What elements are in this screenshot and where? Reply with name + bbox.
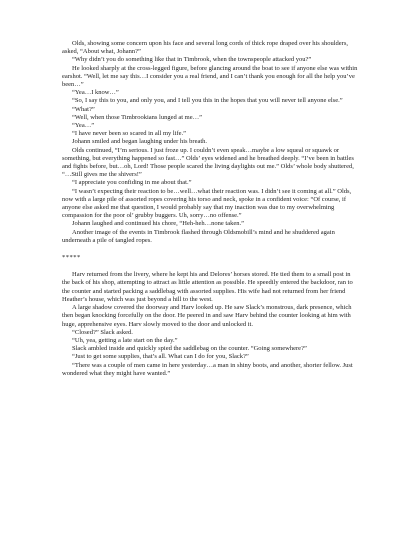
paragraph: “Yea…” xyxy=(72,122,95,130)
paragraph: Olds continued, “I’m serious. I just froze up. I couldn’t even speak…maybe a low squeal or squawk or something, but everything happened so fast…” Olds’ eyes widened and he breathed deeply. “I’ve been in battles and fights before, but…oh, Lord! Those people scared the living daylights out me.” Olds’ whole body shuttered, “…Still gives me the shivers!” xyxy=(62,146,354,179)
paragraph: Another image of the events in Timbrook flashed through Oldsmobill’s mind and he shuddered again underneath a pile of tangled ropes. xyxy=(62,228,335,244)
paragraph: “What?” xyxy=(72,105,95,113)
paragraph: Johann laughed and continued his chore, “Heh-heh…none taken.” xyxy=(72,220,245,228)
paragraph: “I appreciate you confiding in me about that.” xyxy=(72,179,192,187)
paragraph: “Why didn’t you do something like that in Timbrook, when the townspeople attacked you?” xyxy=(72,56,312,64)
paragraph: A large shadow covered the doorway and Harv looked up. He saw Slack’s monstrous, dark presence, which then began knocking forcefully on the door. He peered in and saw Harv behind the counter looking at him with huge, apprehensive eyes. Harv slowly moved to the door and unlocked it. xyxy=(62,304,352,328)
paragraph: “Uh, yea, getting a late start on the day.” xyxy=(72,336,178,344)
paragraph: He looked sharply at the cross-legged figure, before glancing around the boat to see if anyone else was within earshot. “Well, let me say this…I consider you a real friend, and I can’t thank you enough for all the help you’ve been…” xyxy=(62,64,358,89)
paragraph: “Just to get some supplies, that’s all. What can I do for you, Slack?” xyxy=(72,353,249,361)
paragraph: “I have never been so scared in all my life.” xyxy=(72,130,187,138)
paragraph: “So, I say this to you, and only you, and I tell you this in the hopes that you will never tell anyone else.” xyxy=(72,97,343,105)
section-separator: ***** xyxy=(62,254,81,262)
paragraph: “Closed?” Slack asked. xyxy=(72,328,133,336)
section-one xyxy=(62,40,360,245)
paragraph: “I wasn’t expecting their reaction to be…well…what their reaction was. I didn’t see it coming at all.” Olds, now with a large pile of assorted ropes covering his torso and neck, spoke in a confident voice: “Of course, if anyone else asked me that question, I would probably say that my inaction was due to my overwhelming compassion for the poor ol’ grubby buggers. Uh, sorry…no offense.” xyxy=(62,187,352,220)
paragraph: “There was a couple of men came in here yesterday…a man in shiny boots, and another, shorter fellow. Just wondered what they might have wanted.” xyxy=(62,361,353,377)
paragraph: “Yea…I know…” xyxy=(72,89,119,97)
paragraph: “Well, when those Timbrookians lunged at me…” xyxy=(72,113,202,121)
body-text xyxy=(62,40,360,378)
paragraph: Harv returned from the livery, where he kept his and Delores’ horses stored. He tied them to a small post in the back of his shop, attempting to attract as little attention as possible. He speedily entered the backdoor, ran to the counter and started packing a saddlebag with assorted supplies. His wife had not returned from her friend Heather’s house, which was just beyond a hill to the west. xyxy=(62,271,353,303)
paragraph: Slack ambled inside and quickly spied the saddlebag on the counter. “Going somewhere?” xyxy=(72,345,307,353)
paragraph: Olds, showing some concern upon his face and several long cords of thick rope draped over his shoulders, asked, “About what, Johann?” xyxy=(62,40,348,56)
paragraph: Johann smiled and began laughing under his breath. xyxy=(72,138,208,146)
section-two xyxy=(62,271,360,378)
